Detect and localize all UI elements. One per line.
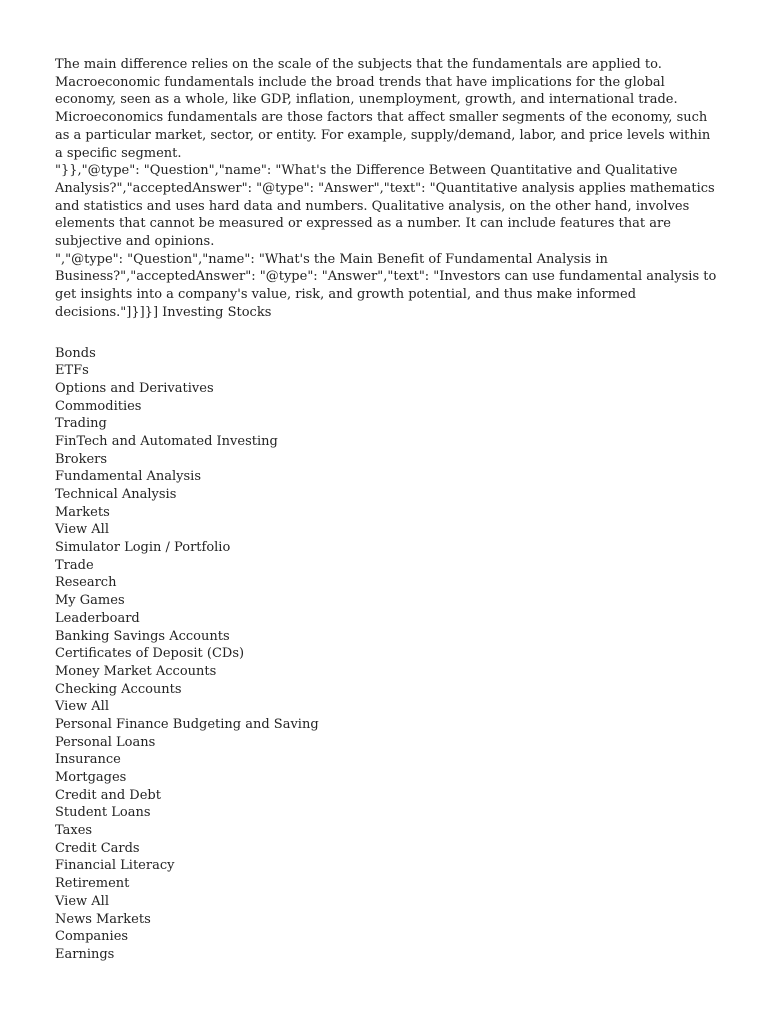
nav-item — [55, 769, 715, 787]
nav-item — [55, 946, 715, 964]
nav-item — [55, 787, 715, 805]
article-line: economy, seen as a whole, like GDP, inflation, unemployment, growth, and international trade. — [55, 92, 678, 108]
article-line: ","@type": "Question","name": "What's the Main Benefit of Fundamental Analysis in — [55, 251, 608, 267]
nav-link-companies[interactable]: Companies — [55, 929, 129, 945]
nav-link-commodities[interactable]: Commodities — [55, 398, 142, 414]
nav-link-news-markets[interactable]: News Markets — [55, 911, 151, 927]
nav-link-personal-finance[interactable]: Personal Finance Budgeting and Saving — [55, 716, 319, 732]
article-line: The main difference relies on the scale of the subjects that the fundamentals are applied to. — [55, 57, 662, 72]
nav-link-markets[interactable]: Markets — [55, 504, 110, 520]
nav-link-fintech[interactable]: FinTech and Automated Investing — [55, 433, 278, 449]
nav-link-financial-literacy[interactable]: Financial Literacy — [55, 858, 175, 874]
article-line: and statistics and uses hard data and numbers. Qualitative analysis, on the other hand, involves — [55, 198, 690, 214]
article-line: elements that cannot be measured or expressed as a number. It can include features that are — [55, 216, 671, 232]
nav-link-credit-cards[interactable]: Credit Cards — [55, 840, 140, 856]
nav-item — [55, 415, 715, 433]
nav-item — [55, 875, 715, 893]
article-line: a specific segment. — [55, 145, 182, 161]
nav-link-checking[interactable]: Checking Accounts — [55, 681, 182, 697]
nav-link-etfs[interactable]: ETFs — [55, 363, 89, 379]
nav-item — [55, 504, 715, 522]
nav-item — [55, 857, 715, 875]
nav-item — [55, 592, 715, 610]
nav-item — [55, 681, 715, 699]
nav-item — [55, 928, 715, 946]
nav-item — [55, 698, 715, 716]
nav-item — [55, 539, 715, 557]
nav-item — [55, 893, 715, 911]
nav-link-trading[interactable]: Trading — [55, 416, 107, 432]
nav-item — [55, 663, 715, 681]
nav-link-leaderboard[interactable]: Leaderboard — [55, 610, 140, 626]
nav-item — [55, 468, 715, 486]
article-line: subjective and opinions. — [55, 234, 215, 250]
nav-link-technical-analysis[interactable]: Technical Analysis — [55, 487, 177, 503]
nav-item — [55, 433, 715, 451]
nav-link-cds[interactable]: Certificates of Deposit (CDs) — [55, 646, 245, 662]
nav-link-earnings[interactable]: Earnings — [55, 946, 115, 962]
nav-item — [55, 521, 715, 539]
article-line: Macroeconomic fundamentals include the broad trends that have implications for the global — [55, 74, 665, 90]
nav-item — [55, 734, 715, 752]
nav-item — [55, 574, 715, 592]
nav-item — [55, 486, 715, 504]
nav-link-my-games[interactable]: My Games — [55, 593, 125, 609]
nav-link-brokers[interactable]: Brokers — [55, 451, 108, 467]
nav-link-taxes[interactable]: Taxes — [55, 823, 93, 839]
nav-item — [55, 645, 715, 663]
nav-link-trade[interactable]: Trade — [55, 557, 94, 573]
nav-item — [55, 840, 715, 858]
nav-item — [55, 628, 715, 646]
nav-link-mortgages[interactable]: Mortgages — [55, 770, 127, 786]
nav-item — [55, 380, 715, 398]
nav-link-bonds[interactable]: Bonds — [55, 345, 96, 361]
nav-item — [55, 557, 715, 575]
nav-link-personal-loans[interactable]: Personal Loans — [55, 734, 156, 750]
nav-link-view-all[interactable]: View All — [55, 699, 109, 715]
nav-item — [55, 716, 715, 734]
nav-link-money-market[interactable]: Money Market Accounts — [55, 663, 217, 679]
nav-item — [55, 345, 715, 363]
nav-link-view-all[interactable]: View All — [55, 522, 109, 538]
nav-item — [55, 398, 715, 416]
nav-item — [55, 911, 715, 929]
nav-link-retirement[interactable]: Retirement — [55, 876, 130, 892]
nav-link-banking-savings[interactable]: Banking Savings Accounts — [55, 628, 230, 644]
nav-link-options-derivatives[interactable]: Options and Derivatives — [55, 380, 214, 396]
nav-item — [55, 362, 715, 380]
nav-link-fundamental-analysis[interactable]: Fundamental Analysis — [55, 469, 202, 485]
nav-item — [55, 822, 715, 840]
article-text — [55, 56, 715, 322]
nav-link-student-loans[interactable]: Student Loans — [55, 805, 151, 821]
nav-link-list — [55, 345, 715, 964]
nav-link-insurance[interactable]: Insurance — [55, 752, 121, 768]
nav-link-view-all[interactable]: View All — [55, 893, 109, 909]
article-line: "}},"@type": "Question","name": "What's the Difference Between Quantitative and Qualitative — [55, 163, 678, 179]
nav-item — [55, 610, 715, 628]
article-line: decisions."]}]}] Investing Stocks — [55, 304, 272, 320]
article-line: Analysis?","acceptedAnswer": "@type": "Answer","text": "Quantitative analysis applies mathematics — [55, 180, 715, 196]
nav-link-research[interactable]: Research — [55, 575, 117, 591]
nav-link-credit-debt[interactable]: Credit and Debt — [55, 787, 161, 803]
article-line: Business?","acceptedAnswer": "@type": "Answer","text": "Investors can use fundamental analysis to — [55, 269, 717, 285]
article-line: as a particular market, sector, or entity. For example, supply/demand, labor, and price levels within — [55, 127, 711, 143]
nav-link-simulator-login[interactable]: Simulator Login / Portfolio — [55, 540, 231, 556]
nav-item — [55, 804, 715, 822]
nav-item — [55, 751, 715, 769]
article-line: get insights into a company's value, risk, and growth potential, and thus make informed — [55, 287, 637, 303]
article-line: Microeconomics fundamentals are those factors that affect smaller segments of the economy, such — [55, 110, 708, 126]
nav-item — [55, 451, 715, 469]
